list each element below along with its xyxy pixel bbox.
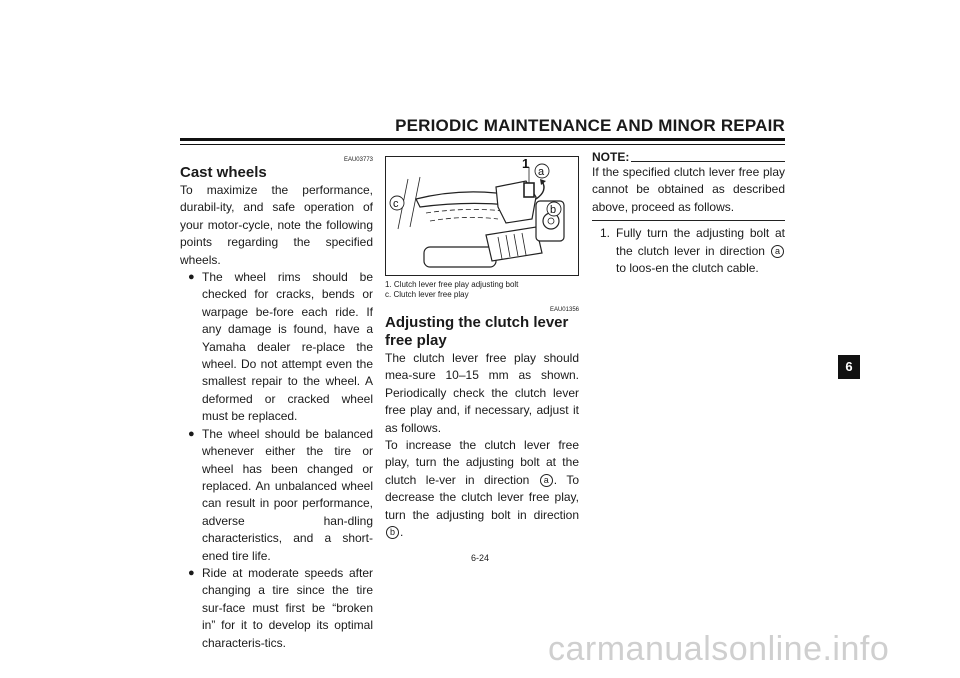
direction-a-icon: a	[540, 474, 553, 487]
clutch-lever-figure	[385, 156, 579, 276]
step-text: to loos-en the clutch cable.	[616, 261, 759, 276]
page-header-title: PERIODIC MAINTENANCE AND MINOR REPAIR	[395, 116, 785, 135]
clutch-paragraph-2	[385, 437, 579, 541]
step-text: Fully turn the adjusting bolt at the clutch lever in direction	[616, 226, 785, 258]
callout-1: 1	[522, 157, 530, 171]
section-heading-clutch: Adjusting the clutch lever free play	[385, 314, 569, 349]
bullet-item	[188, 565, 373, 652]
step-item	[592, 225, 785, 277]
bullet-text: The wheel should be balanced whenever either the tire or wheel has been changed or replaced. An unbalanced wheel can result in poor performance, adverse han-dling characteristics, and a short-ened tire life.	[202, 426, 373, 563]
bullet-icon: ●	[188, 271, 195, 284]
bullet-icon: ●	[188, 566, 195, 579]
section-code: EAU01356	[549, 307, 579, 313]
bullet-item	[188, 426, 373, 565]
callout-a: a	[538, 166, 545, 178]
section-heading-cast-wheels: Cast wheels	[180, 164, 267, 181]
column-note	[592, 150, 785, 277]
note-label-row	[592, 150, 785, 164]
figure-caption	[385, 280, 579, 300]
caption-line: 1. Clutch lever free play adjusting bolt	[385, 280, 519, 289]
header-rule-thick	[180, 138, 785, 141]
caption-line: c. Clutch lever free play	[385, 290, 469, 299]
column-clutch	[385, 156, 579, 541]
text-run: . To decrease the clutch lever free play, turn the adjusting bolt in direction	[385, 472, 579, 522]
chapter-tab: 6	[838, 355, 860, 379]
text-run: .	[400, 525, 404, 540]
bullet-text: Ride at moderate speeds after changing a tire since the tire sur-face must first be “broken in” for it to develop its optimal characteris-tics.	[202, 565, 373, 650]
note-rule	[631, 161, 785, 162]
step-number: 1.	[600, 226, 611, 241]
bullet-text: The wheel rims should be checked for cracks, bends or warpage be-fore each ride. If any damage is found, have a Yamaha dealer re-place the wheel. Do not attempt even the smallest repair to the wheel. A deformed or cracked wheel must be replaced.	[202, 270, 373, 424]
bullet-item	[188, 269, 373, 426]
callout-b: b	[550, 204, 557, 216]
callout-c: c	[393, 198, 399, 210]
clutch-lever-illustration	[386, 157, 578, 275]
note-label: NOTE:	[592, 150, 630, 164]
clutch-paragraph-1: The clutch lever free play should mea-sure 10–15 mm as shown. Periodically check the clutch lever free play and, if necessary, adjust it as follows.	[385, 351, 579, 435]
note-end-rule	[592, 220, 785, 221]
text-run: To increase the clutch lever free play, turn the adjusting bolt at the clutch le-ver in direction	[385, 438, 579, 487]
direction-b-icon: b	[386, 526, 399, 539]
header-rule-thin	[180, 144, 785, 145]
column-cast-wheels	[180, 150, 373, 652]
intro-paragraph: To maximize the performance, durabil-ity, and safe operation of your motor-cycle, note the following points regarding the specified wheels.	[180, 183, 373, 267]
bullet-icon: ●	[188, 427, 195, 440]
direction-a-icon: a	[771, 245, 784, 258]
page-number: 6-24	[470, 553, 489, 563]
watermark: carmanualsonline.info	[548, 630, 890, 668]
section-code: EAU03773	[343, 157, 373, 163]
note-text: If the specified clutch lever free play cannot be obtained as described above, proceed as follows.	[592, 165, 785, 214]
